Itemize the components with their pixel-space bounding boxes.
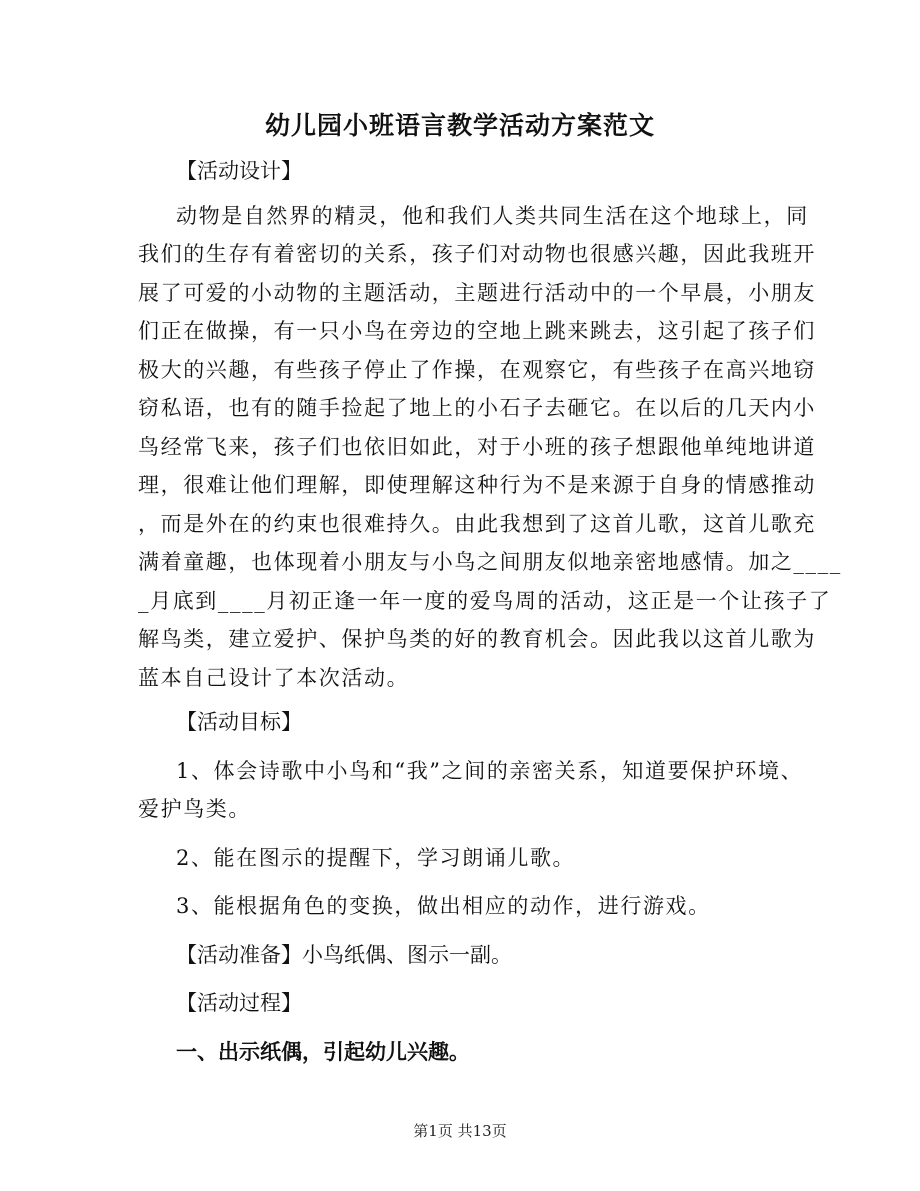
document-body [138, 152, 842, 1071]
goal-1-line-2: 爱护鸟类。 [138, 797, 251, 821]
paragraph-line: 解鸟类，建立爱护、保护鸟类的好的教育机会。因此我以这首儿歌为 [138, 627, 816, 651]
design-paragraph [138, 197, 842, 698]
paragraph-line: 鸟经常飞来，孩子们也依旧如此，对于小班的孩子想跟他单纯地讲道 [138, 434, 816, 459]
paragraph-line: 展了可爱的小动物的主题活动，主题进行活动中的一个早晨，小朋友 [138, 280, 816, 305]
paragraph-line: 理，很难让他们理解，即使理解这种行为不是来源于自身的情感推动 [138, 473, 816, 497]
section-heading-design: 【活动设计】 [176, 159, 302, 183]
paragraph-line: 窃私语，也有的随手捡起了地上的小石子去砸它。在以后的几天内小 [138, 396, 816, 420]
paragraph-line: 满着童趣，也体现着小朋友与小鸟之间朋友似地亲密地感情。加之____ [138, 550, 842, 574]
section-heading-goals: 【活动目标】 [176, 710, 302, 734]
paragraph-line: _月底到____月初正逢一年一度的爱鸟周的活动，这正是一个让孩子了 [138, 588, 832, 613]
paragraph-line: 蓝本自己设计了本次活动。 [138, 665, 410, 690]
paragraph-line: 动物是自然界的精灵，他和我们人类共同生活在这个地球上，同 [176, 203, 809, 228]
document-title: 幼儿园小班语言教学活动方案范文 [264, 111, 655, 140]
paragraph-line: 极大的兴趣，有些孩子停止了作操，在观察它，有些孩子在高兴地窃 [138, 357, 816, 382]
goal-1-line-1: 1、体会诗歌中小鸟和“我”之间的亲密关系，知道要保护环境、 [176, 758, 804, 783]
paragraph-line: 我们的生存有着密切的关系，孩子们对动物也很感兴趣，因此我班开 [138, 242, 816, 266]
paragraph-line: ，而是外在的约束也很难持久。由此我想到了这首儿歌，这首儿歌充 [138, 511, 816, 536]
goal-2: 2、能在图示的提醒下，学习朗诵儿歌。 [176, 845, 576, 870]
goal-3: 3、能根据角色的变换，做出相应的动作，进行游戏。 [176, 894, 711, 918]
process-step-1: 一、出示纸偶，引起幼儿兴趣。 [176, 1038, 470, 1064]
page-indicator: 第1页 共13页 [413, 1122, 507, 1140]
section-heading-process: 【活动过程】 [176, 991, 302, 1015]
paragraph-line: 们正在做操，有一只小鸟在旁边的空地上跳来跳去，这引起了孩子们 [138, 319, 816, 343]
preparation: 【活动准备】小鸟纸偶、图示一副。 [176, 942, 512, 967]
